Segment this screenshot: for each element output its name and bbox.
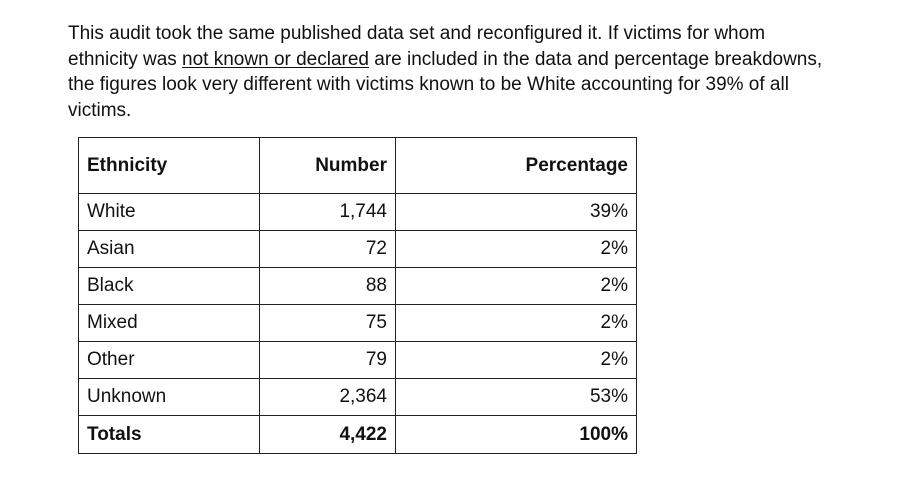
cell-ethnicity: Mixed	[79, 305, 260, 342]
cell-number: 72	[260, 231, 396, 268]
header-ethnicity: Ethnicity	[79, 138, 260, 194]
table-row	[79, 194, 637, 231]
cell-number: 2,364	[260, 379, 396, 416]
cell-percentage: 2%	[396, 231, 637, 268]
paragraph-text-start: This audit took the same published data set and reconfigured it. If victims for whom ethnicity was	[68, 23, 766, 70]
table-row	[79, 379, 637, 416]
cell-ethnicity: Unknown	[79, 379, 260, 416]
cell-ethnicity: Black	[79, 268, 260, 305]
table-row	[79, 342, 637, 379]
cell-number: 88	[260, 268, 396, 305]
cell-percentage: 2%	[396, 268, 637, 305]
totals-percentage: 100%	[396, 416, 637, 454]
totals-label: Totals	[79, 416, 260, 454]
ethnicity-table	[78, 137, 637, 454]
paragraph-text-end: are included in the data and percentage breakdowns, the figures look very different with victims known to be White accounting for 39% of all victims.	[68, 48, 823, 121]
header-number: Number	[260, 138, 396, 194]
table-row	[79, 305, 637, 342]
cell-number: 1,744	[260, 194, 396, 231]
header-percentage: Percentage	[396, 138, 637, 194]
underlined-phrase: not known or declared	[182, 48, 369, 70]
cell-ethnicity: Asian	[79, 231, 260, 268]
cell-percentage: 2%	[396, 342, 637, 379]
intro-paragraph	[68, 21, 828, 123]
table-header-row	[79, 138, 637, 194]
cell-percentage: 2%	[396, 305, 637, 342]
cell-ethnicity: Other	[79, 342, 260, 379]
cell-number: 75	[260, 305, 396, 342]
table-row	[79, 231, 637, 268]
cell-number: 79	[260, 342, 396, 379]
cell-ethnicity: White	[79, 194, 260, 231]
totals-number: 4,422	[260, 416, 396, 454]
cell-percentage: 53%	[396, 379, 637, 416]
cell-percentage: 39%	[396, 194, 637, 231]
table-row	[79, 268, 637, 305]
totals-row	[79, 416, 637, 454]
